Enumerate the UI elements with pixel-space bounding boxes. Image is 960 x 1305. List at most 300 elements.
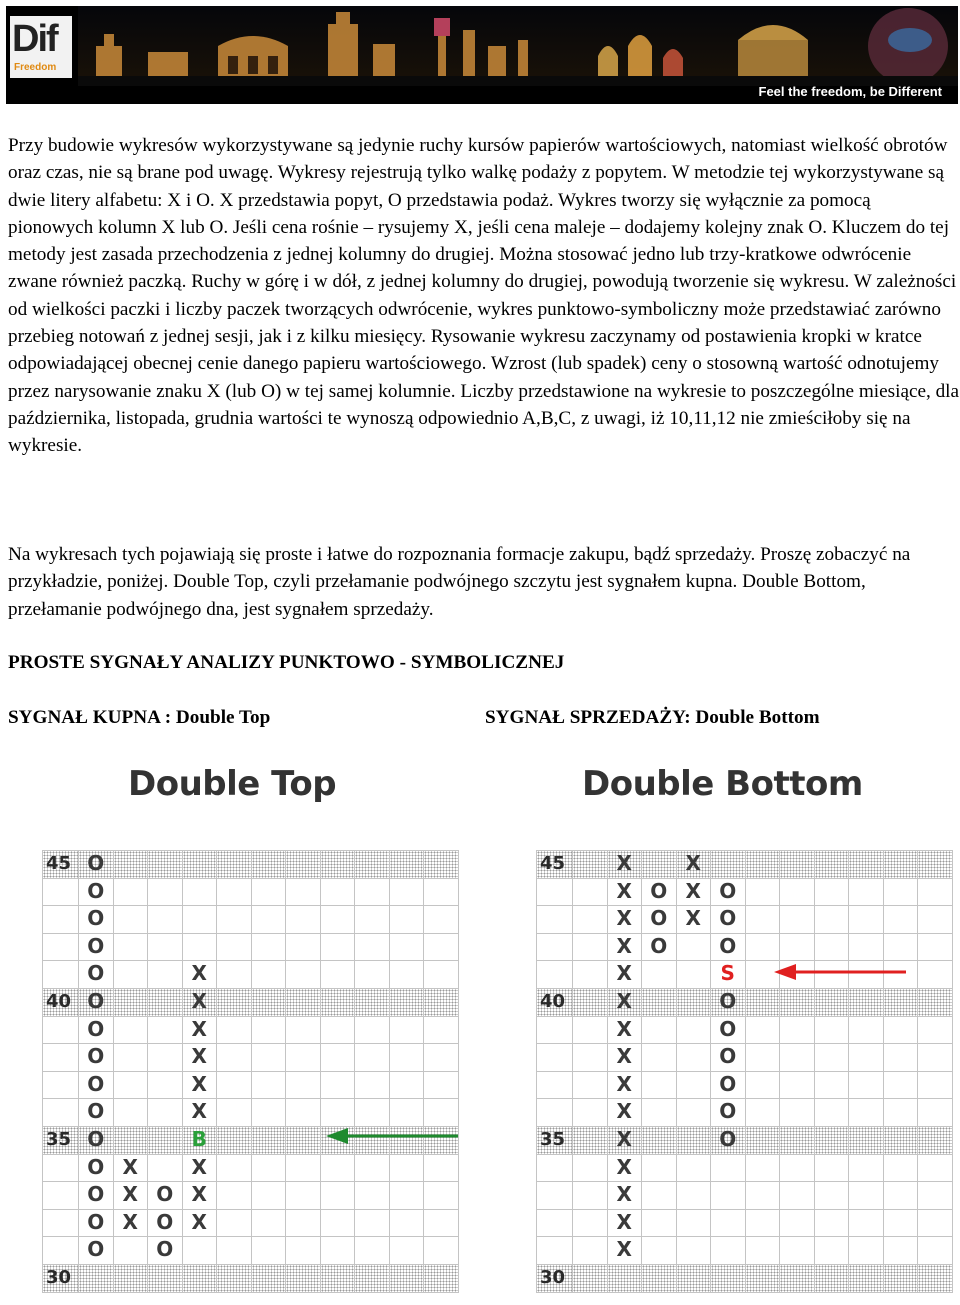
grid-cell — [883, 1209, 919, 1238]
grid-cell — [745, 988, 781, 1017]
grid-cell — [779, 878, 815, 907]
grid-cell — [676, 1043, 712, 1072]
grid-cell — [147, 1098, 183, 1127]
grid-cell — [676, 1236, 712, 1265]
grid-cell — [572, 960, 608, 989]
grid-cell — [423, 1016, 459, 1045]
grid-cell — [354, 1236, 390, 1265]
price-axis-cell — [536, 960, 573, 989]
grid-cell — [676, 933, 712, 962]
price-axis-cell — [536, 1209, 573, 1238]
grid-cell — [814, 933, 850, 962]
grid-cell — [917, 1016, 953, 1045]
grid-cell — [113, 905, 149, 934]
grid-cell — [779, 1181, 815, 1210]
grid-cell — [572, 1154, 608, 1183]
grid-cell — [814, 1098, 850, 1127]
grid-cell — [745, 905, 781, 934]
grid-cell — [285, 933, 321, 962]
grid-cell — [147, 1264, 183, 1293]
grid-cell — [745, 850, 781, 879]
grid-cell — [917, 1043, 953, 1072]
grid-cell — [320, 960, 356, 989]
grid-cell — [848, 878, 884, 907]
grid-cell — [216, 1264, 252, 1293]
o-mark: O — [78, 1071, 114, 1100]
grid-cell — [814, 1181, 850, 1210]
grid-cell — [917, 1154, 953, 1183]
grid-cell — [320, 1071, 356, 1100]
grid-cell — [389, 850, 425, 879]
grid-cell — [147, 1043, 183, 1072]
x-mark: X — [607, 1098, 643, 1127]
x-mark: X — [607, 1126, 643, 1155]
double-bottom-title: Double Bottom — [582, 764, 863, 804]
grid-cell — [423, 1043, 459, 1072]
grid-cell — [251, 960, 287, 989]
grid-cell — [917, 1209, 953, 1238]
grid-cell — [389, 1264, 425, 1293]
grid-cell — [883, 1264, 919, 1293]
grid-cell — [251, 1043, 287, 1072]
grid-cell — [814, 988, 850, 1017]
o-mark: O — [710, 878, 746, 907]
grid-cell — [779, 1016, 815, 1045]
grid-cell — [216, 1209, 252, 1238]
grid-cell — [251, 1016, 287, 1045]
grid-cell — [779, 1236, 815, 1265]
buy-signal-arrow — [324, 1126, 460, 1146]
grid-cell — [779, 850, 815, 879]
grid-cell — [745, 1181, 781, 1210]
grid-cell — [779, 1154, 815, 1183]
grid-cell — [572, 1043, 608, 1072]
grid-cell — [814, 1071, 850, 1100]
logo-subtext: Freedom — [14, 62, 57, 73]
o-mark: O — [710, 905, 746, 934]
grid-cell — [745, 1154, 781, 1183]
o-mark: O — [147, 1236, 183, 1265]
grid-cell — [389, 878, 425, 907]
grid-cell — [883, 1043, 919, 1072]
grid-cell — [883, 1071, 919, 1100]
grid-cell — [423, 878, 459, 907]
grid-cell — [147, 988, 183, 1017]
o-mark: O — [710, 1126, 746, 1155]
o-mark: O — [78, 850, 114, 879]
grid-cell — [251, 1126, 287, 1155]
grid-cell — [572, 1264, 608, 1293]
grid-cell — [917, 850, 953, 879]
x-mark: X — [676, 850, 712, 879]
grid-cell — [285, 878, 321, 907]
grid-cell — [389, 1181, 425, 1210]
grid-cell — [389, 1236, 425, 1265]
grid-cell — [320, 1181, 356, 1210]
grid-cell — [572, 850, 608, 879]
grid-cell — [641, 1126, 677, 1155]
grid-cell — [423, 850, 459, 879]
grid-cell — [182, 878, 218, 907]
price-axis-cell — [536, 933, 573, 962]
grid-cell — [883, 850, 919, 879]
grid-cell — [641, 1043, 677, 1072]
x-mark: X — [607, 905, 643, 934]
grid-cell — [113, 1126, 149, 1155]
o-mark: O — [710, 1071, 746, 1100]
o-mark: O — [78, 960, 114, 989]
grid-cell — [285, 1098, 321, 1127]
grid-cell — [389, 905, 425, 934]
grid-cell — [113, 933, 149, 962]
grid-cell — [147, 878, 183, 907]
grid-cell — [354, 850, 390, 879]
grid-cell — [848, 850, 884, 879]
price-axis-cell — [42, 1236, 79, 1265]
grid-cell — [917, 933, 953, 962]
x-mark: X — [607, 1181, 643, 1210]
grid-cell — [320, 1043, 356, 1072]
grid-cell — [848, 1071, 884, 1100]
grid-cell — [78, 1264, 114, 1293]
grid-cell — [147, 1154, 183, 1183]
grid-cell — [641, 1154, 677, 1183]
grid-cell — [814, 905, 850, 934]
logo-text: Dif — [12, 18, 57, 60]
grid-cell — [113, 988, 149, 1017]
grid-cell — [710, 1264, 746, 1293]
o-mark: O — [78, 988, 114, 1017]
grid-cell — [917, 1264, 953, 1293]
price-axis-cell — [42, 960, 79, 989]
grid-cell — [251, 850, 287, 879]
grid-cell — [676, 1209, 712, 1238]
signal-mark: B — [182, 1126, 218, 1155]
grid-cell — [572, 1098, 608, 1127]
grid-cell — [251, 1181, 287, 1210]
price-axis-cell — [536, 1043, 573, 1072]
grid-cell — [423, 960, 459, 989]
x-mark: X — [182, 1181, 218, 1210]
grid-cell — [113, 1098, 149, 1127]
grid-cell — [572, 878, 608, 907]
banner-tagline: Feel the freedom, be Different — [758, 84, 942, 99]
o-mark: O — [641, 878, 677, 907]
grid-cell — [320, 1209, 356, 1238]
grid-cell — [572, 1016, 608, 1045]
grid-cell — [676, 1071, 712, 1100]
grid-cell — [848, 933, 884, 962]
grid-cell — [848, 1264, 884, 1293]
grid-cell — [814, 878, 850, 907]
grid-cell — [113, 1016, 149, 1045]
grid-cell — [779, 1071, 815, 1100]
grid-cell — [320, 850, 356, 879]
grid-cell — [917, 1098, 953, 1127]
grid-cell — [779, 1209, 815, 1238]
grid-cell — [285, 988, 321, 1017]
x-mark: X — [607, 1043, 643, 1072]
grid-cell — [216, 905, 252, 934]
grid-cell — [423, 1071, 459, 1100]
grid-cell — [641, 1071, 677, 1100]
price-axis-cell — [42, 1154, 79, 1183]
grid-cell — [251, 878, 287, 907]
grid-cell — [285, 1264, 321, 1293]
grid-cell — [320, 878, 356, 907]
grid-cell — [320, 905, 356, 934]
grid-cell — [320, 988, 356, 1017]
o-mark: O — [710, 1098, 746, 1127]
grid-cell — [641, 960, 677, 989]
grid-cell — [147, 933, 183, 962]
grid-cell — [848, 1154, 884, 1183]
x-mark: X — [607, 988, 643, 1017]
city-skyline-image — [78, 6, 958, 86]
grid-cell — [917, 988, 953, 1017]
x-mark: X — [607, 933, 643, 962]
o-mark: O — [78, 1098, 114, 1127]
grid-cell — [216, 960, 252, 989]
grid-cell — [883, 988, 919, 1017]
grid-cell — [182, 905, 218, 934]
grid-cell — [676, 988, 712, 1017]
grid-cell — [354, 905, 390, 934]
grid-cell — [389, 988, 425, 1017]
grid-cell — [113, 1236, 149, 1265]
grid-cell — [641, 988, 677, 1017]
grid-cell — [848, 1126, 884, 1155]
x-mark: X — [182, 1071, 218, 1100]
grid-cell — [641, 1209, 677, 1238]
grid-cell — [320, 1236, 356, 1265]
grid-cell — [251, 1154, 287, 1183]
grid-cell — [779, 933, 815, 962]
grid-cell — [389, 960, 425, 989]
signals-paragraph: Na wykresach tych pojawiają się proste i łatwe do rozpoznania formacje zakupu, bądź sprzedaży. Proszę zobaczyć na przykładzie, poniżej. Double Top, czyli przełamanie podwójnego szczytu jest sygnałem kupna. Double Bottom, przełamanie podwójnego dna, jest sygnałem sprzedaży. — [8, 544, 911, 620]
x-mark: X — [182, 960, 218, 989]
grid-cell — [779, 1043, 815, 1072]
price-axis-cell — [536, 1236, 573, 1265]
grid-cell — [113, 878, 149, 907]
grid-cell — [779, 988, 815, 1017]
grid-cell — [848, 1209, 884, 1238]
price-axis-cell — [536, 878, 573, 907]
grid-cell — [285, 1043, 321, 1072]
grid-cell — [572, 1181, 608, 1210]
grid-cell — [814, 1264, 850, 1293]
grid-cell — [354, 1181, 390, 1210]
x-mark: X — [113, 1181, 149, 1210]
grid-cell — [745, 878, 781, 907]
grid-cell — [216, 878, 252, 907]
grid-cell — [389, 933, 425, 962]
grid-cell — [745, 1071, 781, 1100]
grid-cell — [216, 1098, 252, 1127]
grid-cell — [182, 1236, 218, 1265]
grid-cell — [320, 1154, 356, 1183]
grid-cell — [814, 1016, 850, 1045]
o-mark: O — [78, 1126, 114, 1155]
o-mark: O — [710, 1016, 746, 1045]
grid-cell — [745, 1209, 781, 1238]
grid-cell — [641, 1264, 677, 1293]
grid-cell — [423, 1154, 459, 1183]
grid-cell — [710, 1236, 746, 1265]
grid-cell — [423, 988, 459, 1017]
grid-cell — [779, 905, 815, 934]
grid-cell — [572, 933, 608, 962]
grid-cell — [745, 1264, 781, 1293]
x-mark: X — [182, 1098, 218, 1127]
grid-cell — [216, 1181, 252, 1210]
grid-cell — [883, 1236, 919, 1265]
price-axis-label: 40 — [536, 988, 573, 1017]
grid-cell — [285, 1209, 321, 1238]
grid-cell — [745, 1126, 781, 1155]
grid-cell — [848, 1181, 884, 1210]
grid-cell — [710, 850, 746, 879]
grid-cell — [883, 878, 919, 907]
grid-cell — [883, 933, 919, 962]
grid-cell — [572, 988, 608, 1017]
grid-cell — [676, 1016, 712, 1045]
o-mark: O — [641, 933, 677, 962]
grid-cell — [710, 1154, 746, 1183]
grid-cell — [779, 1126, 815, 1155]
x-mark: X — [182, 1016, 218, 1045]
sell-signal-heading: SYGNAŁ SPRZEDAŻY: Double Bottom — [485, 707, 820, 728]
x-mark: X — [607, 1209, 643, 1238]
x-mark: X — [182, 1154, 218, 1183]
grid-cell — [285, 1181, 321, 1210]
grid-cell — [745, 1098, 781, 1127]
grid-cell — [676, 960, 712, 989]
grid-cell — [423, 1098, 459, 1127]
grid-cell — [745, 1043, 781, 1072]
dif-logo[interactable] — [10, 16, 72, 78]
grid-cell — [389, 1043, 425, 1072]
grid-cell — [745, 1236, 781, 1265]
grid-cell — [848, 905, 884, 934]
grid-cell — [607, 1264, 643, 1293]
grid-cell — [641, 1181, 677, 1210]
grid-cell — [572, 1209, 608, 1238]
grid-cell — [251, 905, 287, 934]
price-axis-cell — [42, 1098, 79, 1127]
o-mark: O — [78, 933, 114, 962]
grid-cell — [883, 1126, 919, 1155]
price-axis-label: 35 — [536, 1126, 573, 1155]
grid-cell — [147, 1126, 183, 1155]
grid-cell — [883, 1098, 919, 1127]
grid-cell — [641, 1098, 677, 1127]
grid-cell — [917, 1236, 953, 1265]
grid-cell — [320, 1098, 356, 1127]
grid-cell — [779, 1098, 815, 1127]
price-axis-cell — [536, 905, 573, 934]
grid-cell — [814, 1126, 850, 1155]
grid-cell — [710, 1209, 746, 1238]
grid-cell — [423, 1264, 459, 1293]
grid-cell — [251, 1209, 287, 1238]
price-axis-cell — [42, 1071, 79, 1100]
grid-cell — [354, 1154, 390, 1183]
grid-cell — [814, 1154, 850, 1183]
grid-cell — [423, 1209, 459, 1238]
price-axis-cell — [42, 905, 79, 934]
price-axis-cell — [42, 1043, 79, 1072]
grid-cell — [285, 850, 321, 879]
grid-cell — [113, 1043, 149, 1072]
grid-cell — [423, 905, 459, 934]
grid-cell — [389, 1209, 425, 1238]
o-mark: O — [78, 1209, 114, 1238]
double-top-title: Double Top — [128, 764, 337, 804]
x-mark: X — [607, 1236, 643, 1265]
o-mark: O — [78, 905, 114, 934]
grid-cell — [354, 933, 390, 962]
grid-cell — [216, 1071, 252, 1100]
x-mark: X — [676, 878, 712, 907]
grid-cell — [216, 988, 252, 1017]
price-axis-cell — [42, 1016, 79, 1045]
grid-cell — [285, 960, 321, 989]
grid-cell — [216, 1016, 252, 1045]
grid-cell — [917, 960, 953, 989]
grid-cell — [354, 1043, 390, 1072]
x-mark: X — [676, 905, 712, 934]
grid-cell — [216, 933, 252, 962]
sell-signal-arrow — [772, 962, 908, 982]
o-mark: O — [78, 1181, 114, 1210]
grid-cell — [216, 850, 252, 879]
grid-cell — [320, 933, 356, 962]
grid-cell — [572, 1236, 608, 1265]
grid-cell — [676, 1264, 712, 1293]
grid-cell — [389, 1098, 425, 1127]
grid-cell — [917, 905, 953, 934]
x-mark: X — [607, 960, 643, 989]
o-mark: O — [78, 1016, 114, 1045]
price-axis-label: 40 — [42, 988, 79, 1017]
grid-cell — [389, 1154, 425, 1183]
grid-cell — [354, 878, 390, 907]
price-axis-cell — [42, 1181, 79, 1210]
o-mark: O — [147, 1209, 183, 1238]
point-and-figure-figure — [42, 758, 864, 1296]
grid-cell — [917, 1126, 953, 1155]
x-mark: X — [182, 1209, 218, 1238]
grid-cell — [216, 1126, 252, 1155]
grid-cell — [572, 1071, 608, 1100]
x-mark: X — [182, 1043, 218, 1072]
price-axis-cell — [536, 1098, 573, 1127]
grid-cell — [917, 1071, 953, 1100]
grid-cell — [676, 1181, 712, 1210]
price-axis-label: 30 — [536, 1264, 573, 1293]
grid-cell — [848, 988, 884, 1017]
grid-cell — [710, 1181, 746, 1210]
grid-cell — [251, 1236, 287, 1265]
x-mark: X — [607, 1016, 643, 1045]
price-axis-cell — [536, 1071, 573, 1100]
grid-cell — [147, 1016, 183, 1045]
grid-cell — [285, 1236, 321, 1265]
grid-cell — [354, 1209, 390, 1238]
grid-cell — [251, 1264, 287, 1293]
grid-cell — [251, 1098, 287, 1127]
